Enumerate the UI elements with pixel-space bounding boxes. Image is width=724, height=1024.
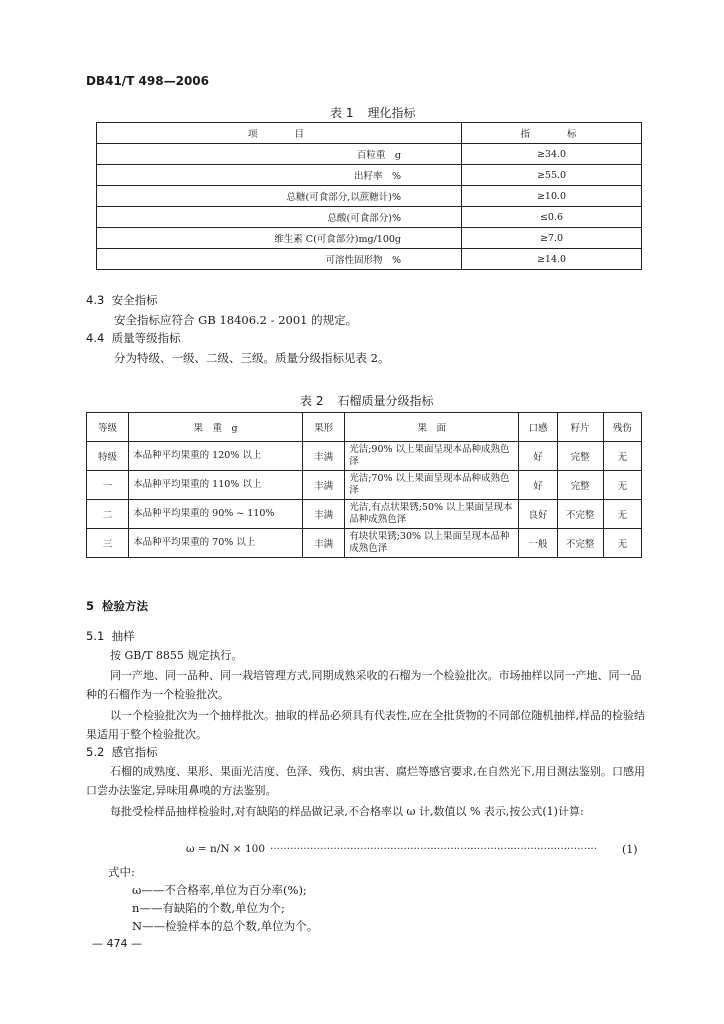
section-title: 感官指标 (111, 745, 158, 759)
section-5-2-paragraph-2 (86, 802, 646, 821)
table-row (87, 442, 642, 471)
section-4-4-heading (86, 330, 181, 346)
table-row (87, 529, 642, 558)
section-5-1-paragraph-3 (86, 706, 646, 744)
table-cell: 好 (519, 442, 557, 471)
paragraph-text: 按 GB/T 8855 规定执行。 (110, 649, 243, 662)
section-title: 质量等级指标 (111, 331, 181, 345)
section-number: 4.4 (86, 331, 105, 345)
table-cell: 特级 (87, 442, 129, 471)
section-5-2-heading (86, 744, 158, 760)
table1-header-item: 项 目 (97, 123, 462, 144)
table-cell: 有块状果锈;30% 以上果面呈现本品种成熟色泽 (345, 529, 519, 558)
section-4-4-text: 分为特级、一级、二级、三级。质量分级指标见表 2。 (114, 351, 390, 365)
table-cell: 维生素 C(可食部分)mg/100g (97, 228, 462, 249)
table1-caption-number: 表 1 (330, 106, 354, 120)
table-row (97, 249, 642, 270)
table-cell: 丰满 (303, 442, 345, 471)
table-cell: 光洁;90% 以上果面呈现本品种成熟色泽 (345, 442, 519, 471)
section-4-3-text: 安全指标应符合 GB 18406.2 - 2001 的规定。 (114, 313, 358, 327)
section-number: 5.2 (86, 745, 105, 759)
table-cell: 三 (87, 529, 129, 558)
where-item-omega: ω——不合格率,单位为百分率(%); (132, 883, 307, 897)
table1-caption-title: 理化指标 (367, 106, 416, 120)
section-number: 4.3 (86, 293, 105, 307)
table-row (87, 471, 642, 500)
table-row (97, 144, 642, 165)
table-cell: 丰满 (303, 500, 345, 529)
section-5-1-paragraph-1 (86, 646, 646, 665)
table-row (97, 228, 642, 249)
table-row (97, 165, 642, 186)
section-4-3-heading (86, 292, 158, 308)
table-row (87, 500, 642, 529)
table-cell: 本品种平均果重的 120% 以上 (129, 442, 303, 471)
table-cell: 百粒重 g (97, 144, 462, 165)
table-cell: 完整 (557, 442, 603, 471)
table2-header-surface: 果 面 (345, 413, 519, 442)
table-cell: 无 (603, 500, 641, 529)
table-cell: 本品种平均果重的 90% ~ 110% (129, 500, 303, 529)
table-cell: 丰满 (303, 471, 345, 500)
table-cell: 不完整 (557, 529, 603, 558)
table-row (97, 207, 642, 228)
table-cell: ≥10.0 (462, 186, 642, 207)
where-item-n: n——有缺陷的个数,单位为个; (132, 901, 285, 915)
formula-leader-dots: ·································································································· (270, 843, 598, 855)
section-number: 5.1 (86, 629, 105, 643)
table2-header-damage: 残伤 (603, 413, 641, 442)
section-5-1-paragraph-2 (86, 666, 646, 704)
table-cell: 不完整 (557, 500, 603, 529)
table-cell: 一般 (519, 529, 557, 558)
paragraph-text: 同一产地、同一品种、同一栽培管理方式,同期成熟采收的石榴为一个检验批次。市场抽样以同一产地、同一品种的石榴作为一个检验批次。 (86, 669, 642, 701)
table2-quality-grades (86, 412, 642, 558)
section-5-heading (86, 598, 148, 614)
table-cell: 丰满 (303, 529, 345, 558)
table1-header-value: 指 标 (462, 123, 642, 144)
table2-header-weight: 果 重 g (129, 413, 303, 442)
paragraph-text: 每批受检样品抽样检验时,对有缺陷的样品做记录,不合格率以 ω 计,数值以 % 表示,按公式(1)计算: (110, 805, 584, 818)
table-cell: 本品种平均果重的 70% 以上 (129, 529, 303, 558)
table-cell: 出籽率 % (97, 165, 462, 186)
table-cell: ≥14.0 (462, 249, 642, 270)
table-cell: 完整 (557, 471, 603, 500)
table-cell: 总酸(可食部分)% (97, 207, 462, 228)
table-cell: 可溶性固形物 % (97, 249, 462, 270)
table-cell: 一 (87, 471, 129, 500)
paragraph-text: 以一个检验批次为一个抽样批次。抽取的样品必须具有代表性,应在全批货物的不同部位随机抽样,样品的检验结果适用于整个检验批次。 (86, 709, 645, 741)
table2-header-grade: 等级 (87, 413, 129, 442)
section-5-1-heading (86, 628, 135, 644)
page-number: — 474 — (92, 937, 142, 950)
table-cell: ≤0.6 (462, 207, 642, 228)
where-intro: 式中: (108, 865, 135, 879)
table-cell: 光洁,有点状果锈;50% 以上果面呈现本品种成熟色泽 (345, 500, 519, 529)
formula-expression: ω = n/N × 100 (186, 843, 266, 855)
standard-code: DB41/T 498—2006 (86, 74, 209, 88)
table2-caption-number: 表 2 (300, 394, 324, 408)
section-title: 安全指标 (111, 293, 158, 307)
table-row (97, 186, 642, 207)
table2-header-shape: 果形 (303, 413, 345, 442)
table2-caption-title: 石榴质量分级指标 (337, 394, 434, 408)
table-cell: 二 (87, 500, 129, 529)
table-cell: ≥7.0 (462, 228, 642, 249)
table-cell: 无 (603, 471, 641, 500)
table2-header-row (87, 413, 642, 442)
table2-header-aril: 籽片 (557, 413, 603, 442)
table-cell: 无 (603, 529, 641, 558)
section-number: 5 (86, 599, 95, 613)
section-5-2-paragraph-1 (86, 762, 646, 800)
table2-caption (300, 392, 433, 409)
table-cell: 总糖(可食部分,以蔗糖计)% (97, 186, 462, 207)
table1-physicochemical (96, 122, 642, 270)
section-title: 抽样 (111, 629, 135, 643)
table-cell: 光洁;70% 以上果面呈现本品种成熟色泽 (345, 471, 519, 500)
section-title: 检验方法 (102, 599, 149, 613)
table1-caption (330, 104, 415, 121)
table-cell: ≥55.0 (462, 165, 642, 186)
table1-header-row (97, 123, 642, 144)
table-cell: 好 (519, 471, 557, 500)
table-cell: 无 (603, 442, 641, 471)
table2-header-taste: 口感 (519, 413, 557, 442)
table-cell: 良好 (519, 500, 557, 529)
paragraph-text: 石榴的成熟度、果形、果面光洁度、色泽、残伤、病虫害、腐烂等感官要求,在自然光下,用目测法鉴别。口感用口尝办法鉴定,异味用鼻嗅的方法鉴别。 (86, 765, 645, 797)
formula-number: (1) (622, 843, 638, 856)
table-cell: 本品种平均果重的 110% 以上 (129, 471, 303, 500)
table-cell: ≥34.0 (462, 144, 642, 165)
where-item-N: N——检验样本的总个数,单位为个。 (132, 919, 319, 933)
